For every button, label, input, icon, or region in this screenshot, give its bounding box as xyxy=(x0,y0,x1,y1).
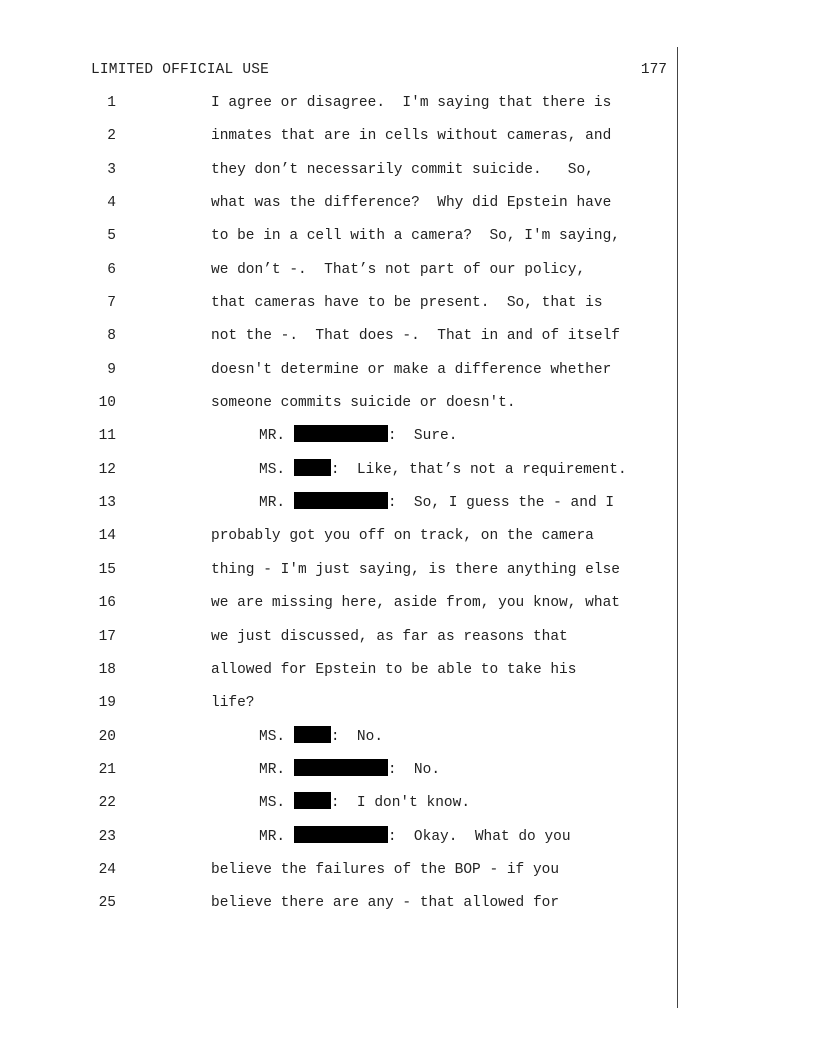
line-text xyxy=(259,821,571,854)
transcript-line xyxy=(0,787,816,820)
line-number: 7 xyxy=(107,295,116,312)
speech-text: to be in a cell with a camera? So, I'm saying, xyxy=(211,228,620,245)
speech-text: life? xyxy=(211,695,255,712)
line-text xyxy=(211,254,585,287)
line-text xyxy=(211,621,568,654)
transcript-line xyxy=(0,554,816,587)
line-number: 5 xyxy=(107,228,116,245)
transcript-line xyxy=(0,387,816,420)
speech-text: I agree or disagree. I'm saying that there is xyxy=(211,95,612,111)
redaction-box xyxy=(294,459,331,476)
speech-text: : So, I guess the - and I xyxy=(387,495,615,512)
transcript-line xyxy=(0,254,816,287)
line-text xyxy=(211,687,255,720)
speech-text: : Sure. xyxy=(387,428,458,445)
transcript-lines xyxy=(0,87,816,921)
line-number: 6 xyxy=(107,261,116,278)
transcript-line xyxy=(0,821,816,854)
line-number: 23 xyxy=(98,828,116,845)
speech-text: : I don't know. xyxy=(330,795,471,812)
line-text xyxy=(211,187,611,220)
speech-text: believe the failures of the BOP - if you xyxy=(211,861,560,878)
speech-text: : No. xyxy=(387,761,441,778)
line-text xyxy=(211,320,620,353)
line-text xyxy=(211,220,620,253)
line-text xyxy=(211,287,603,320)
line-number: 17 xyxy=(98,628,116,645)
line-text xyxy=(211,654,576,687)
speech-text: not the -. That does -. That in and of itself xyxy=(211,328,620,345)
speech-text: we are missing here, aside from, you know, what xyxy=(211,595,620,612)
line-text xyxy=(211,87,611,120)
line-number: 13 xyxy=(98,495,116,512)
line-number: 20 xyxy=(98,728,116,745)
line-text xyxy=(211,387,516,420)
speaker-label: MS. xyxy=(259,728,286,745)
line-text xyxy=(211,854,559,887)
speech-text: we don’t -. That’s not part of our policy, xyxy=(211,261,586,278)
speech-text: we just discussed, as far as reasons that xyxy=(211,628,568,645)
line-number: 9 xyxy=(107,361,116,378)
page-number: 177 xyxy=(640,62,667,78)
speech-text: : Like, that’s not a requirement. xyxy=(330,461,627,478)
redaction-box xyxy=(294,792,331,809)
line-number: 25 xyxy=(98,895,116,912)
transcript-line xyxy=(0,587,816,620)
line-number: 10 xyxy=(98,395,116,412)
line-text xyxy=(259,787,470,820)
transcript-line xyxy=(0,887,816,920)
speaker-label: MS. xyxy=(259,795,286,812)
transcript-line xyxy=(0,721,816,754)
line-number: 18 xyxy=(98,661,116,678)
transcript-line xyxy=(0,420,816,453)
speech-text: probably got you off on track, on the camera xyxy=(211,528,594,545)
line-text xyxy=(211,587,620,620)
speaker-label: MR. xyxy=(259,761,286,778)
speaker-label: MR. xyxy=(259,495,286,512)
line-number: 11 xyxy=(98,428,116,445)
speaker-label: MS. xyxy=(259,461,286,478)
transcript-line xyxy=(0,220,816,253)
transcript-line xyxy=(0,654,816,687)
line-number: 1 xyxy=(107,95,116,111)
line-text xyxy=(259,454,627,487)
line-number: 14 xyxy=(98,528,116,545)
speech-text: thing - I'm just saying, is there anything else xyxy=(211,561,620,578)
transcript-line xyxy=(0,520,816,553)
line-text xyxy=(211,887,559,920)
redaction-box xyxy=(294,759,388,776)
speech-text: : No. xyxy=(330,728,384,745)
line-text xyxy=(211,354,611,387)
speech-text: allowed for Epstein to be able to take his xyxy=(211,661,577,678)
redaction-box xyxy=(294,826,388,843)
transcript-line xyxy=(0,154,816,187)
speech-text: : Okay. What do you xyxy=(387,828,571,845)
transcript-line xyxy=(0,754,816,787)
redaction-box xyxy=(294,492,388,509)
line-number: 16 xyxy=(98,595,116,612)
line-text xyxy=(259,754,440,787)
line-text xyxy=(211,520,594,553)
speech-text: doesn't determine or make a difference whether xyxy=(211,361,612,378)
transcript-line xyxy=(0,320,816,353)
line-number: 2 xyxy=(107,128,116,145)
transcript-line xyxy=(0,354,816,387)
line-text xyxy=(211,554,620,587)
line-text xyxy=(259,420,457,453)
speech-text: that cameras have to be present. So, that is xyxy=(211,295,603,312)
line-number: 12 xyxy=(98,461,116,478)
transcript-line xyxy=(0,87,816,120)
speech-text: believe there are any - that allowed for xyxy=(211,895,560,912)
line-number: 8 xyxy=(107,328,116,345)
line-number: 4 xyxy=(107,195,116,212)
transcript-line xyxy=(0,187,816,220)
speech-text: someone commits suicide or doesn't. xyxy=(211,395,516,412)
line-text xyxy=(259,487,614,520)
transcript-line xyxy=(0,120,816,153)
transcript-line xyxy=(0,854,816,887)
speaker-label: MR. xyxy=(259,828,286,845)
transcript-line xyxy=(0,487,816,520)
redaction-box xyxy=(294,425,388,442)
transcript-line xyxy=(0,621,816,654)
transcript-line xyxy=(0,687,816,720)
line-text xyxy=(259,721,383,754)
line-number: 24 xyxy=(98,861,116,878)
line-text xyxy=(211,154,594,187)
line-text xyxy=(211,120,611,153)
speech-text: what was the difference? Why did Epstein have xyxy=(211,195,612,212)
speech-text: they don’t necessarily commit suicide. So, xyxy=(211,161,594,178)
line-number: 21 xyxy=(98,761,116,778)
speech-text: inmates that are in cells without cameras, and xyxy=(211,128,612,145)
line-number: 22 xyxy=(98,795,116,812)
transcript-line xyxy=(0,454,816,487)
speaker-label: MR. xyxy=(259,428,286,445)
line-number: 3 xyxy=(107,161,116,178)
line-number: 15 xyxy=(98,561,116,578)
line-number: 19 xyxy=(98,695,116,712)
transcript-line xyxy=(0,287,816,320)
redaction-box xyxy=(294,726,331,743)
classification-header: LIMITED OFFICIAL USE xyxy=(91,62,270,78)
